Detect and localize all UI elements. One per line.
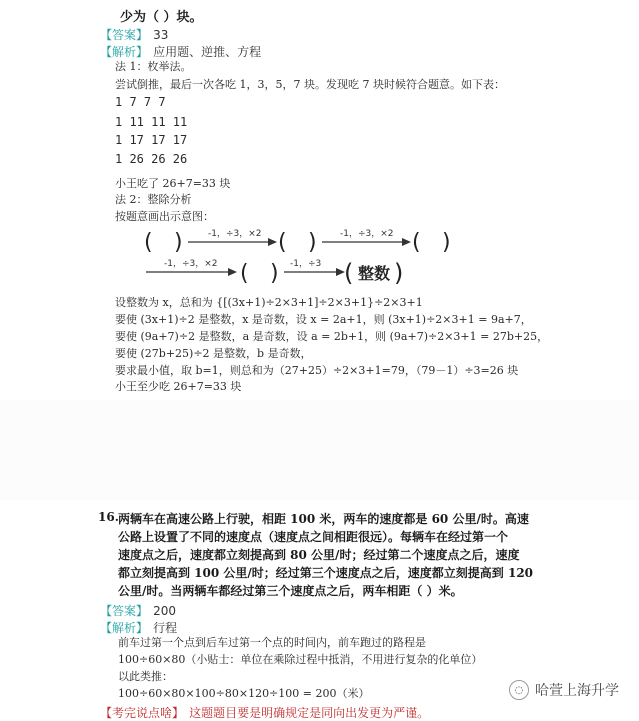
table-row: 1 11 11 11: [115, 115, 188, 129]
analysis-type: 行程: [153, 621, 178, 635]
q16-stem-line: 公里/时。当两辆车都经过第三个速度点之后，两车相距（ ）米。: [118, 584, 463, 598]
eq-line: 设整数为 x，总和为 {[(3x+1)÷2×3+1]÷2×3+1}÷2×3+1: [115, 296, 423, 309]
final-box-label: 整数: [358, 264, 391, 283]
table-row: 1 7 7 7: [115, 95, 166, 109]
solution-line: 以此类推：: [118, 670, 173, 683]
q15-top-fragment: 少为（ ）块。: [120, 10, 203, 25]
answer-tag: 【答案】: [100, 28, 149, 42]
svg-text:(: (: [344, 259, 354, 287]
q16-stem-line: 两辆车在高速公路上行驶，相距 100 米，两车的速度都是 60 公里/时。高速: [118, 512, 529, 526]
method2-desc: 按题意画出示意图：: [115, 210, 214, 223]
process-diagram: [130, 222, 470, 292]
solution-line: 100÷60×80（小贴士：单位在乘除过程中抵消，不用进行复杂的化单位）: [118, 653, 483, 666]
bracket-box-4: (: [240, 261, 249, 286]
q16-stem-line: 速度点之后，速度都立刻提高到 80 公里/时；经过第二个速度点之后，速度: [118, 548, 520, 562]
solution-line: 100÷60×80×100÷80×120÷100 = 200（米）: [118, 687, 370, 700]
comment-row: [100, 702, 429, 721]
eq-line: 小王至少吃 26+7=33 块: [115, 380, 242, 393]
method1-desc: 尝试倒推，最后一次各吃 1，3，5，7 块。发现吃 7 块时候符合题意。如下表：: [115, 78, 505, 91]
table-row: 1 17 17 17: [115, 133, 188, 147]
arrow-4-label: -1，÷3: [290, 259, 322, 269]
method1-label: 法 1：枚举法。: [115, 60, 192, 73]
watermark: [503, 678, 625, 702]
eq-line: 要使 (27b+25)÷2 是整数，b 是奇数，: [115, 347, 312, 360]
bracket-box-2: (: [278, 230, 287, 255]
page-gap: [0, 400, 639, 500]
bracket-box-3: (: [412, 230, 421, 255]
q16-stem-line: 都立刻提高到 100 公里/时；经过第三个速度点之后，速度都立刻提高到 120: [118, 566, 534, 580]
q16-number: 16.: [98, 510, 119, 524]
analysis-tag: 【解析】: [100, 621, 149, 635]
svg-text:): ): [270, 261, 279, 286]
solution-line: 前车过第一个点到后车过第一个点的时间内，前车跑过的路程是: [118, 636, 426, 649]
eq-line: 要使 (9a+7)÷2 是整数，a 是奇数，设 a = 2b+1，则 (9a+7)÷2×3+1 = 27b+25，: [115, 330, 549, 343]
comment-tag: 【考完说点啥】: [100, 706, 185, 720]
eq-line: 要求最小值，取 b=1，则总和为（27+25）÷2×3+1=79，（79－1）÷3=26 块: [115, 364, 519, 377]
answer-value: 33: [153, 28, 169, 42]
answer-tag: 【答案】: [100, 604, 149, 618]
svg-text:): ): [442, 230, 451, 255]
bracket-box-1: (: [144, 230, 153, 255]
arrow-1-label: -1，÷3，×2: [208, 229, 262, 239]
watermark-text: 哈萱上海升学: [535, 683, 619, 699]
svg-text:): ): [174, 230, 183, 255]
analysis-type: 应用题、逆推、方程: [153, 45, 262, 59]
answer-value: 200: [153, 604, 177, 618]
svg-text:): ): [308, 230, 317, 255]
result1: 小王吃了 26+7=33 块: [115, 177, 231, 190]
comment-text: 这题题目要是明确规定是同向出发更为严谨。: [189, 706, 430, 720]
wechat-icon: ◌: [509, 680, 529, 700]
q16-stem-line: 公路上设置了不同的速度点（速度点之间相距很远）。每辆车在经过第一个: [118, 530, 509, 544]
arrow-3-label: -1，÷3，×2: [164, 259, 218, 269]
arrow-2-label: -1，÷3，×2: [340, 229, 394, 239]
eq-line: 要使 (3x+1)÷2 是整数，x 是奇数，设 x = 2a+1，则 (3x+1)÷2×3+1 = 9a+7，: [115, 313, 532, 326]
analysis-tag: 【解析】: [100, 45, 149, 59]
method2-label: 法 2：整除分析: [115, 193, 192, 206]
svg-text:): ): [394, 259, 404, 287]
table-row: 1 26 26 26: [115, 152, 188, 166]
